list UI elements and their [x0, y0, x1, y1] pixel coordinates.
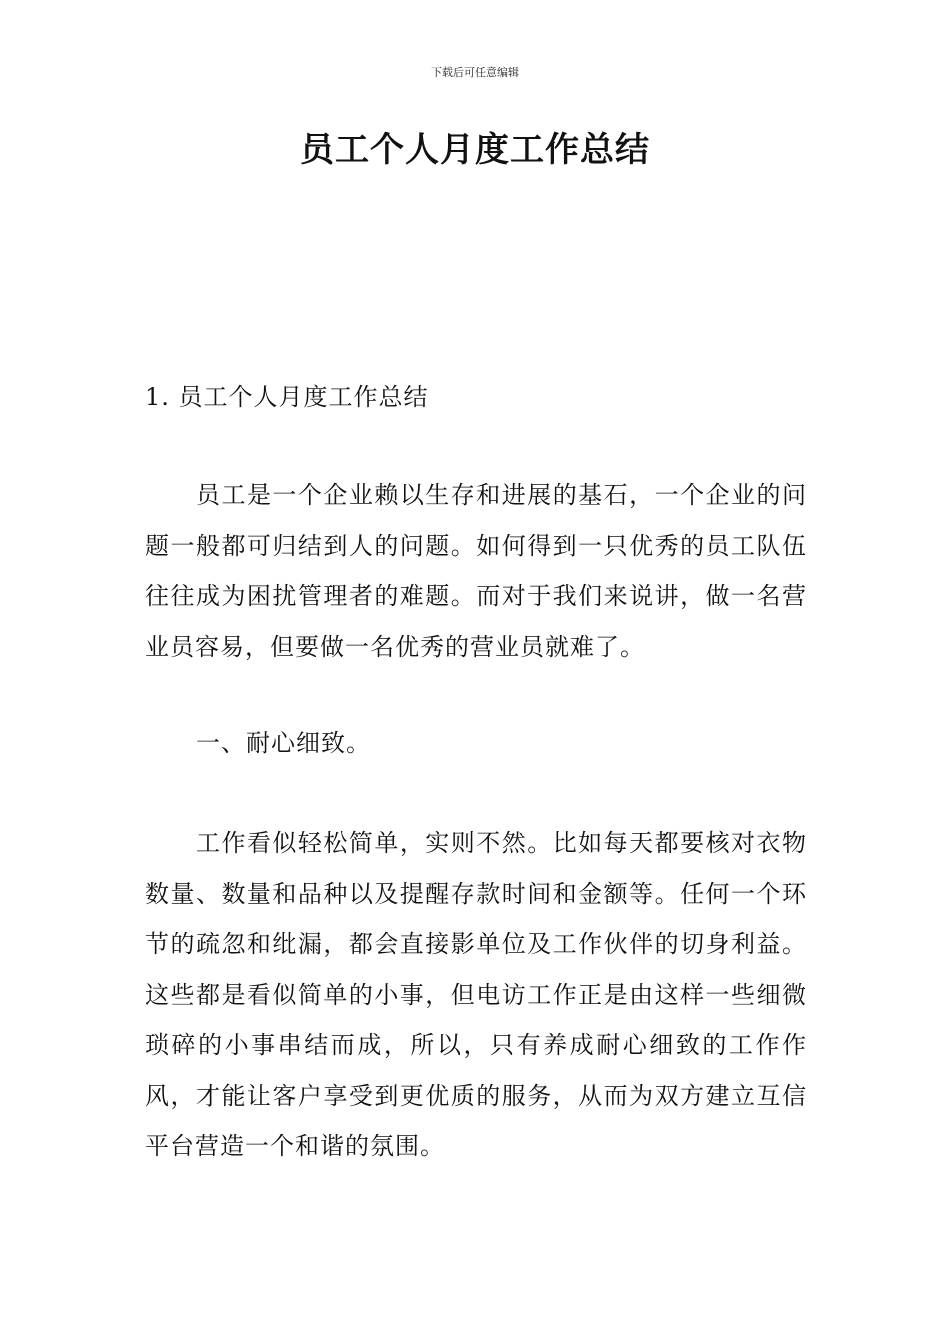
header-note: 下载后可任意编辑: [431, 66, 519, 79]
section-heading: 1. 员工个人月度工作总结: [145, 383, 429, 411]
document-title: 员工个人月度工作总结: [300, 130, 650, 170]
subheading-patience: 一、耐心细致。: [196, 729, 371, 757]
paragraph-intro: 员工是一个企业赖以生存和进展的基石，一个企业的问题一般都可归结到人的问题。如何得到一只优秀的员工队伍往往成为困扰管理者的难题。而对于我们来说讲，做一名营业员容易，但要做一名优秀的营业员就难了。: [145, 481, 807, 661]
paragraph-patience: 工作看似轻松简单，实则不然。比如每天都要核对衣物数量、数量和品种以及提醒存款时间和金额等。任何一个环节的疏忽和纰漏，都会直接影单位及工作伙伴的切身利益。这些都是看似简单的小事，但电访工作正是由这样一些细微琐碎的小事串结而成，所以，只有养成耐心细致的工作作风，才能让客户享受到更优质的服务，从而为双方建立互信平台营造一个和谐的氛围。: [145, 829, 807, 1160]
